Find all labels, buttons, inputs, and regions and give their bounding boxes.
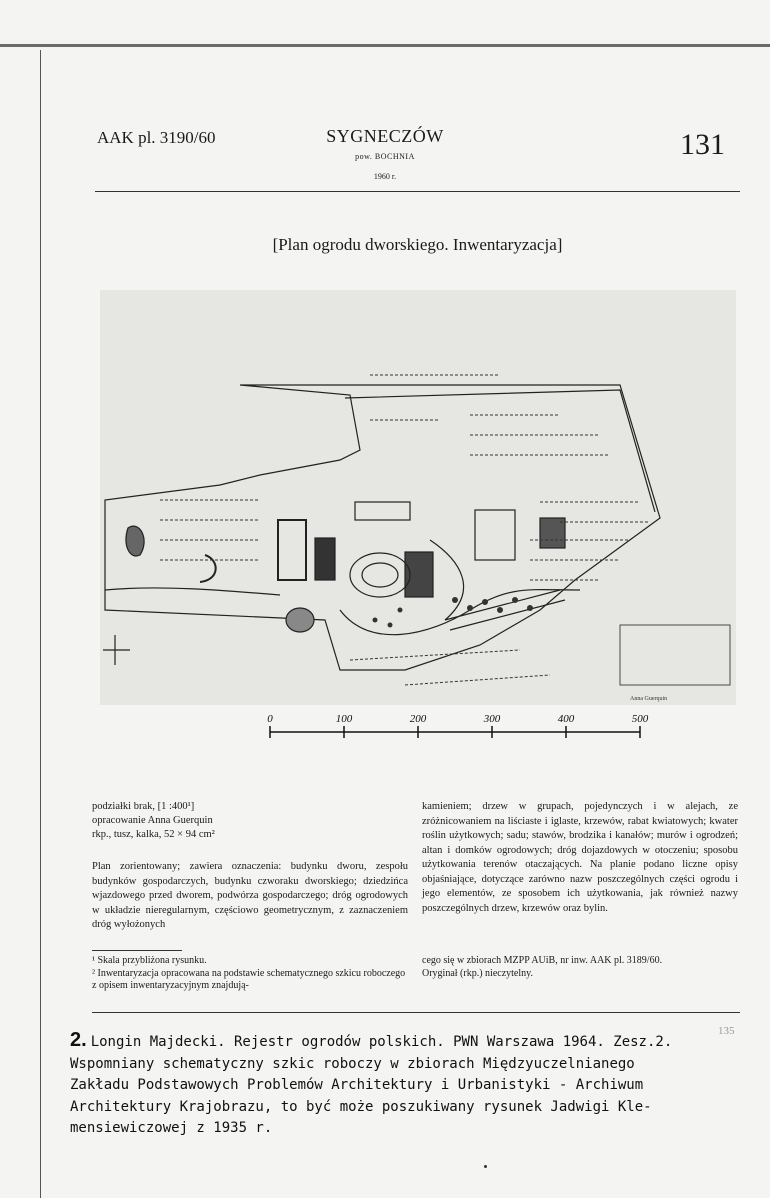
plan-signature: Anna Guerquin [630, 696, 668, 702]
description-left: Plan zorientowany; zawiera oznaczenia: budynku dworu, zespołu budynków gospodarczych, budynku czworaku dworskiego; dziedzińca wjazdowego przed dworem, podwórza gospodarczego; dróg ogrodowych w układzie nieregularnym, częściowo geometrycznym, z zaznaczeniem dróg wyłożonych [92, 861, 408, 930]
district: pow. BOCHNIA [355, 152, 415, 161]
scale-bar [260, 710, 660, 750]
scale-label-0: 0 [267, 713, 273, 725]
place-title: SYGNECZÓW [326, 126, 444, 146]
top-edge-rule [0, 44, 770, 47]
header-rule [95, 191, 740, 192]
scale-label-100: 100 [335, 713, 353, 725]
scale-label-400: 400 [557, 713, 575, 725]
footnote-rule [92, 950, 182, 951]
page-edge-line [40, 50, 41, 1198]
meta-scale: podziałki brak, [1 :400¹] [92, 801, 195, 812]
footnote-2-cont: cego się w zbiorach MZPP AUiB, nr inw. AAK pl. 3189/60. [422, 955, 663, 966]
description-right: kamieniem; drzew w grupach, pojedynczych i w alejach, ze zróżnicowaniem na liściaste i iglaste, krzewów, rabat kwiatowych; kwater roślin użytkowych; sadu; stawów, brodzika i kanałów; murów i ogrodzeń; altan i domków ogrodowych; dróg dojazdowych w otoczeniu; sposobu użytkowania terenów otaczających. Na planie podano liczne opisy objaśniające, dotyczące zarówno nazw poszczególnych części ogrodu i jego elementów, ze sposobem ich użytkowania, jak również nazwy poszczególnych drzew, krzewów oraz bylin. [422, 801, 738, 914]
page-number: 131 [680, 128, 725, 161]
speck [484, 1165, 487, 1168]
plan-title: [Plan ogrodu dworskiego. Inwentaryzacja] [272, 235, 563, 254]
garden-plan-drawing [100, 290, 736, 705]
footnotes-right [422, 955, 738, 980]
scale-label-200: 200 [409, 713, 427, 725]
typewritten-note [70, 1030, 760, 1140]
bottom-rule [92, 1012, 740, 1013]
scale-label-500: 500 [631, 713, 649, 725]
footnote-2: ² Inwentaryzacja opracowana na podstawie schematycznego szkicu roboczego z opisem inwentaryzacyjnym znajdują- [92, 967, 406, 991]
note-number: 2. [70, 1029, 87, 1051]
typed-line-2: Wspomniany schematyczny szkic roboczy w zbiorach Międzyuczelnianego [70, 1055, 635, 1072]
meta-medium: rkp., tusz, kalka, 52 × 94 cm² [92, 829, 215, 840]
catalog-ref: AAK pl. 3190/60 [97, 128, 216, 147]
footnote-2-end: Oryginał (rkp.) nieczytelny. [422, 967, 533, 979]
typed-line-4: Architektury Krajobrazu, to być może poszukiwany rysunek Jadwigi Kle- [70, 1098, 652, 1115]
typed-line-1: 2. Longin Majdecki. Rejestr ogrodów polskich. PWN Warszawa 1964. Zesz.2. [70, 1029, 673, 1051]
footnote-1: ¹ Skala przybliżona rysunku. [92, 955, 207, 966]
year: 1960 r. [373, 172, 397, 181]
typed-line-3: Zakładu Podstawowych Problemów Architektury i Urbanistyki - Archiwum [70, 1077, 644, 1093]
faint-page-number: 135 [718, 1025, 735, 1037]
meta-author: opracowanie Anna Guerquin [92, 815, 213, 826]
plan-metadata [92, 800, 408, 842]
footnotes-left [92, 955, 408, 993]
scale-label-300: 300 [483, 713, 501, 725]
typed-line-5: mensiewiczowej z 1935 r. [70, 1120, 273, 1136]
